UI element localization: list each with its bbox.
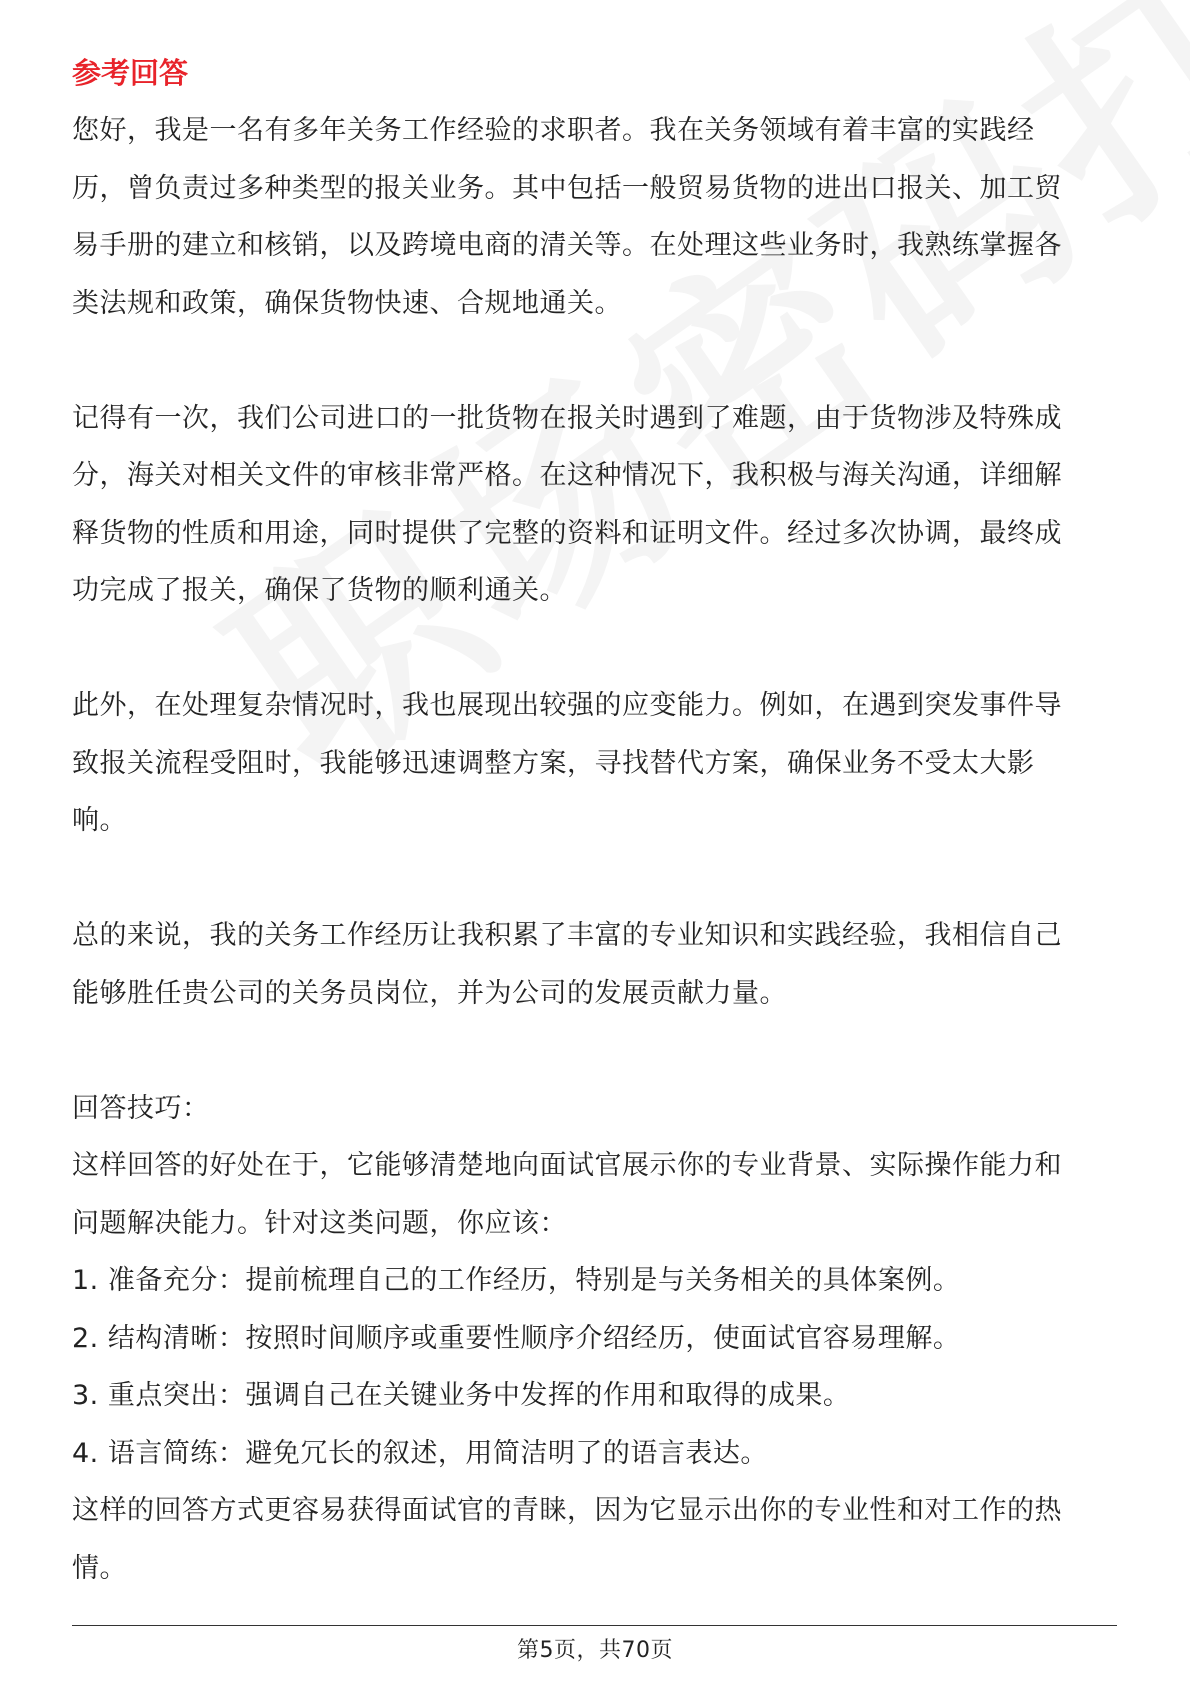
page-number: 第5页，共70页 xyxy=(517,1638,673,1663)
text-line: 情。 xyxy=(72,1552,127,1584)
text-line: 这样的回答方式更容易获得面试官的青睐，因为它显示出你的专业性和对工作的热 xyxy=(72,1495,1062,1526)
text-line: 问题解决能力。针对这类问题，你应该： xyxy=(72,1207,567,1239)
text-line: 记得有一次，我们公司进口的一批货物在报关时遇到了难题，由于货物涉及特殊成 xyxy=(72,402,1062,434)
text-line: 历，曾负责过多种类型的报关业务。其中包括一般贸易货物的进出口报关、加工贸 xyxy=(72,172,1062,204)
text-line: 致报关流程受阻时，我能够迅速调整方案，寻找替代方案，确保业务不受太大影 xyxy=(72,747,1035,779)
text-line: 能够胜任贵公司的关务员岗位，并为公司的发展贡献力量。 xyxy=(72,977,787,1009)
text-line: 释货物的性质和用途，同时提供了完整的资料和证明文件。经过多次协调，最终成 xyxy=(72,517,1062,549)
text-line: 分，海关对相关文件的审核非常严格。在这种情况下，我积极与海关沟通，详细解 xyxy=(72,460,1062,491)
list-item: 2. 结构清晰：按照时间顺序或重要性顺序介绍经历，使面试官容易理解。 xyxy=(72,1322,961,1354)
list-item: 4. 语言简练：避免冗长的叙述，用简洁明了的语言表达。 xyxy=(72,1437,768,1469)
footer-divider xyxy=(72,1625,1117,1626)
tips-section xyxy=(72,1080,1117,1598)
answer-paragraph-3 xyxy=(72,677,1117,850)
text-line: 此外，在处理复杂情况时，我也展现出较强的应变能力。例如，在遇到突发事件导 xyxy=(72,690,1062,721)
text-line: 总的来说，我的关务工作经历让我积累了丰富的专业知识和实践经验，我相信自己 xyxy=(72,920,1062,951)
section-title: 参考回答 xyxy=(72,56,189,90)
paragraph-gap xyxy=(72,1022,1117,1080)
document-page xyxy=(72,44,1117,1597)
answer-paragraph-2 xyxy=(72,390,1117,620)
text-line: 您好，我是一名有多年关务工作经验的求职者。我在关务领域有着丰富的实践经 xyxy=(72,115,1035,146)
answer-paragraph-1 xyxy=(72,102,1117,332)
paragraph-gap xyxy=(72,620,1117,678)
text-line: 这样回答的好处在于，它能够清楚地向面试官展示你的专业背景、实际操作能力和 xyxy=(72,1150,1062,1181)
text-line: 响。 xyxy=(72,805,127,836)
text-line: 易手册的建立和核销，以及跨境电商的清关等。在处理这些业务时，我熟练掌握各 xyxy=(72,230,1062,261)
list-item: 1. 准备充分：提前梳理自己的工作经历，特别是与关务相关的具体案例。 xyxy=(72,1265,961,1296)
text-line: 类法规和政策，确保货物快速、合规地通关。 xyxy=(72,287,622,319)
answer-paragraph-4 xyxy=(72,907,1117,1022)
paragraph-gap xyxy=(72,332,1117,390)
tips-heading: 回答技巧： xyxy=(72,1092,210,1124)
paragraph-gap xyxy=(72,850,1117,908)
list-item: 3. 重点突出：强调自己在关键业务中发挥的作用和取得的成果。 xyxy=(72,1380,851,1411)
text-line: 功完成了报关，确保了货物的顺利通关。 xyxy=(72,575,567,606)
